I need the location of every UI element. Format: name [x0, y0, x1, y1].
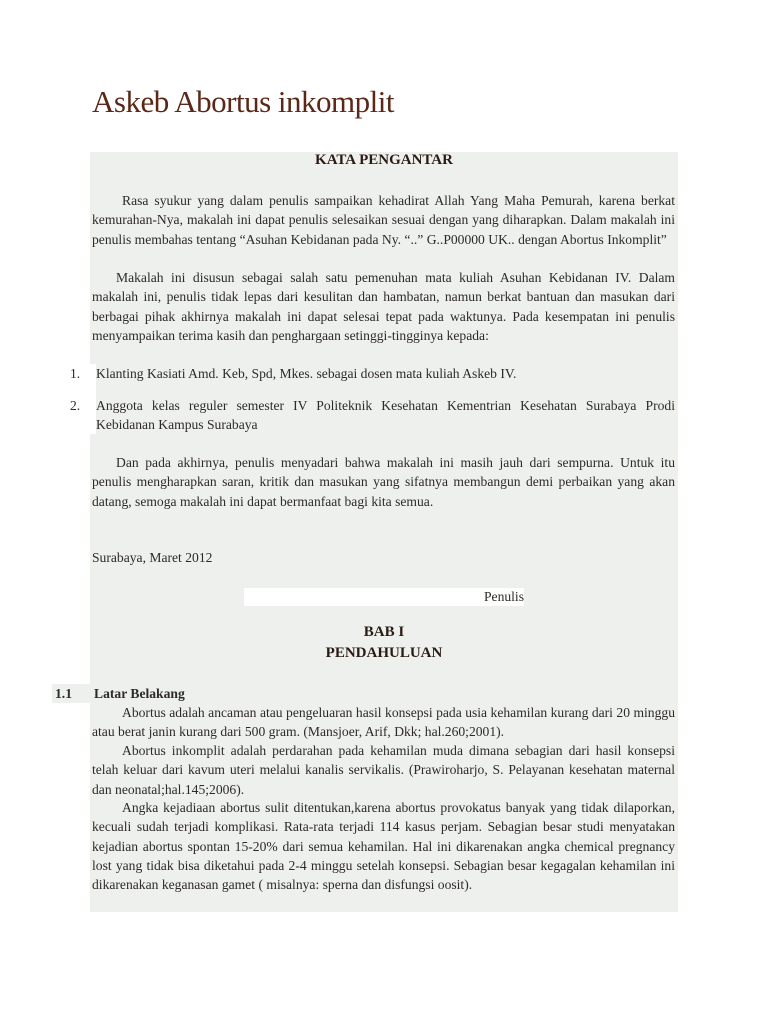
list-text: Anggota kelas reguler semester IV Politeknik Kesehatan Kementrian Kesehatan Surabaya Prodi Kebidanan Kampus Surabaya [96, 398, 675, 432]
kata-pengantar-paragraph-3: Dan pada akhirnya, penulis menyadari bahwa makalah ini masih jauh dari sempurna. Untuk itu penulis mengharapkan saran, kritik dan masukan yang sifatnya membangun demi perbaikan yang akan datang, semoga makalah ini dapat bermanfaat bagi kita semua. [92, 455, 675, 509]
list-number: 1. [70, 366, 81, 381]
signature-line [244, 588, 524, 606]
list-number: 2. [70, 398, 81, 413]
list-item [70, 396, 675, 434]
bab-paragraph-3: Angka kejadiaan abortus sulit ditentukan,karena abortus provokatus banyak yang tidak dilaporkan, kecuali sudah terjadi komplikasi. Rata-rata terjadi 114 kasus perjam. Sebagian besar studi menyatakan kejadian abortus spontan 15-20% dari semua kehamilan. Hal ini dikarenakan angka chemical pregnancy lost yang tidak bisa diketahui pada 2-4 minggu setelah konsepsi. Sebagian besar kegagalan kehamilan ini dikarenakan keganasan gamet ( misalnya: sperna dan disfungsi oosit). [92, 800, 675, 893]
section-heading [52, 684, 189, 703]
signature: Penulis [483, 589, 524, 604]
section-title: Latar Belakang [94, 686, 185, 701]
place-date: Surabaya, Maret 2012 [92, 550, 213, 565]
kata-pengantar-heading: KATA PENGANTAR [315, 152, 453, 168]
list-item [70, 364, 675, 383]
kata-pengantar-paragraph-2: Makalah ini disusun sebagai salah satu pemenuhan mata kuliah Asuhan Kebidanan IV. Dalam makalah ini, penulis tidak lepas dari kesulitan dan hambatan, namun berkat bantuan dan masukan dari berbagai pihak akhirnya makalah ini dapat selesai tepat pada waktunya. Pada kesempatan ini penulis menyampaikan terima kasih dan penghargaan setinggi-tingginya kepada: [92, 270, 675, 344]
bab-paragraph-1: Abortus adalah ancaman atau pengeluaran hasil konsepsi pada usia kehamilan kurang dari 20 minggu atau berat janin kurang dari 500 gram. (Mansjoer, Arif, Dkk; hal.260;2001). [92, 705, 675, 740]
chapter-number: BAB I [363, 624, 405, 640]
kata-pengantar-paragraph-1: Rasa syukur yang dalam penulis sampaikan kehadirat Allah Yang Maha Pemurah, karena berkat kemurahan-Nya, makalah ini dapat penulis selesaikan sesuai dengan yang diharapkan. Dalam makalah ini penulis membahas tentang “Asuhan Kebidanan pada Ny. “..” G..P00000 UK.. dengan Abortus Inkomplit” [92, 193, 675, 247]
list-text: Klanting Kasiati Amd. Keb, Spd, Mkes. sebagai dosen mata kuliah Askeb IV. [96, 366, 517, 381]
bab-paragraph-2: Abortus inkomplit adalah perdarahan pada kehamilan muda dimana sebagian dari hasil konsepsi telah keluar dari kavum uteri melalui kanalis servikalis. (Prawiroharjo, S. Pelayanan kesehatan maternal dan neonatal;hal.145;2006). [92, 743, 675, 797]
chapter-title: PENDAHULUAN [325, 645, 443, 661]
document-title: Askeb Abortus inkomplit [92, 84, 394, 119]
section-number: 1.1 [55, 686, 72, 701]
